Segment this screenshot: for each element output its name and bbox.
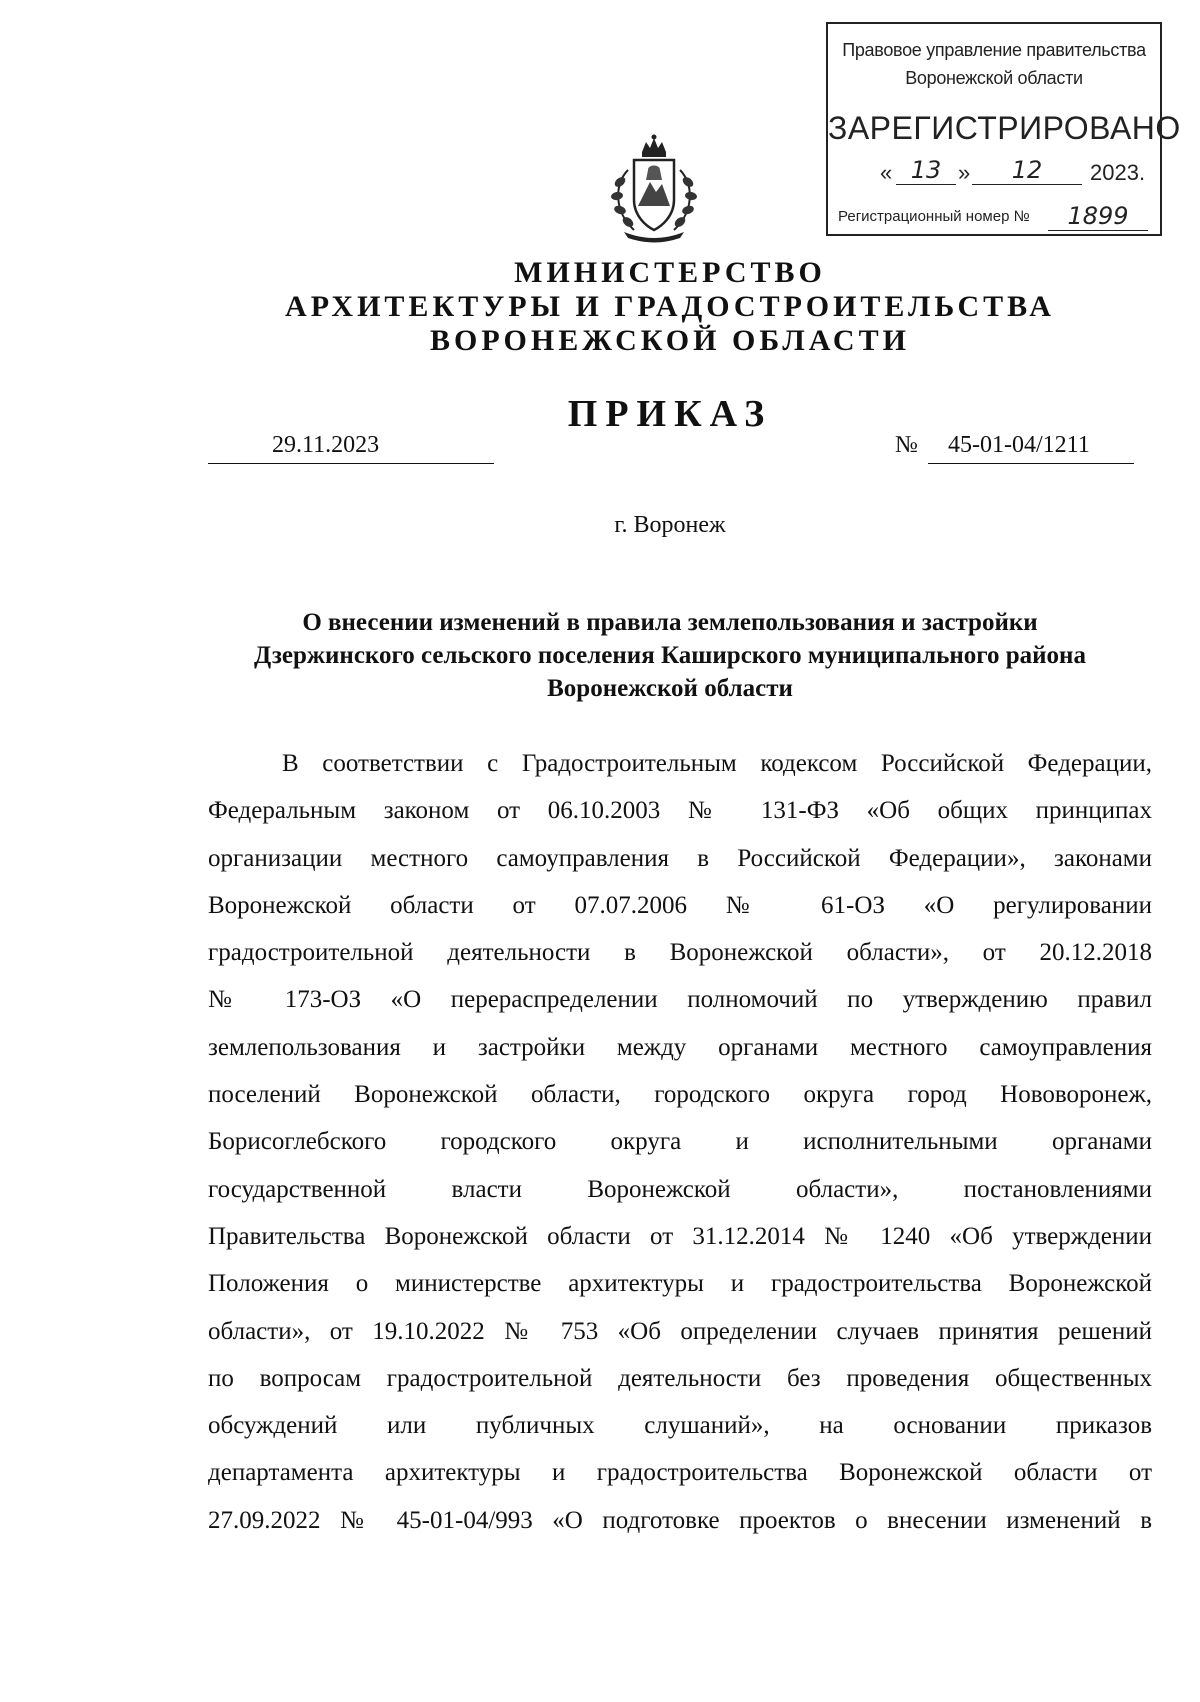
coat-of-arms-icon: [604, 134, 704, 244]
order-number: 45-01-04/1211: [928, 432, 1134, 464]
ministry-line-3: ВОРОНЕЖСКОЙ ОБЛАСТИ: [430, 324, 910, 357]
ministry-name: [0, 256, 1200, 358]
body-line: 27.09.2022 № 45-01-04/993 «О подготовке проектов о внесении изменений в: [208, 1506, 1152, 1534]
body-line: Положения о министерстве архитектуры и градостроительства Воронежской: [208, 1270, 1152, 1298]
stamp-reg-label: Регистрационный номер №: [838, 208, 1030, 225]
stamp-month: 12: [972, 156, 1082, 185]
stamp-date: [868, 156, 1146, 194]
body-line: по вопросам градостроительной деятельности без проведения общественных: [208, 1364, 1152, 1392]
body-line: Федеральным законом от 06.10.2003 № 131-ФЗ «Об общих принципах: [208, 797, 1152, 825]
body-line: № 173-ОЗ «О перераспределении полномочий по утверждению правил: [208, 986, 1152, 1014]
body-line: обсуждений или публичных слушаний», на основании приказов: [208, 1412, 1152, 1440]
order-date: 29.11.2023: [208, 432, 494, 464]
stamp-day: 13: [896, 156, 956, 185]
stamp-quote-close: »: [958, 160, 971, 185]
document-type: ПРИКАЗ: [567, 393, 773, 435]
body-line: землепользования и застройки между органами местного самоуправления: [208, 1033, 1152, 1061]
stamp-authority-line2: Воронежской области: [905, 68, 1083, 88]
order-number-sign: №: [895, 432, 918, 458]
body-line: государственной власти Воронежской области», постановлениями: [208, 1175, 1152, 1203]
title-line-1: О внесении изменений в правила землепользования и застройки: [302, 609, 1038, 636]
body-line: организации местного самоуправления в Российской Федерации», законами: [208, 844, 1152, 872]
stamp-registration-number: [838, 204, 1150, 230]
stamp-reg-number: 1899: [1048, 202, 1148, 231]
stamp-authority-line1: Правовое управление правительства: [842, 40, 1146, 60]
body-line: Воронежской области от 07.07.2006 № 61-ОЗ «О регулировании: [208, 891, 1152, 919]
city: г. Воронеж: [614, 512, 726, 538]
body-paragraph: [208, 740, 1152, 1544]
body-line: В соответствии с Градостроительным кодексом Российской Федерации,: [282, 750, 1152, 777]
title-line-2: Дзержинского сельского поселения Каширского муниципального района: [254, 642, 1086, 669]
body-line: градостроительной деятельности в Воронежской области», от 20.12.2018: [208, 939, 1152, 967]
stamp-quote-open: «: [880, 160, 893, 185]
title-line-3: Воронежской области: [547, 675, 793, 702]
stamp-registered-label: ЗАРЕГИСТРИРОВАНО: [828, 110, 1181, 146]
registration-stamp: [826, 22, 1181, 236]
body-line: департамента архитектуры и градостроительства Воронежской области от: [208, 1459, 1152, 1487]
body-line: области», от 19.10.2022 № 753 «Об определении случаев принятия решений: [208, 1317, 1152, 1345]
body-line: поселений Воронежской области, городского округа город Нововоронеж,: [208, 1081, 1152, 1109]
ministry-line-1: МИНИСТЕРСТВО: [514, 256, 826, 289]
body-line: Правительства Воронежской области от 31.12.2014 № 1240 «Об утверждении: [208, 1222, 1152, 1250]
document-title: [190, 606, 1150, 705]
ministry-line-2: АРХИТЕКТУРЫ И ГРАДОСТРОИТЕЛЬСТВА: [285, 290, 1055, 323]
stamp-year: 2023.: [1090, 160, 1146, 185]
body-line: Борисоглебского городского округа и исполнительными органами: [208, 1128, 1152, 1156]
